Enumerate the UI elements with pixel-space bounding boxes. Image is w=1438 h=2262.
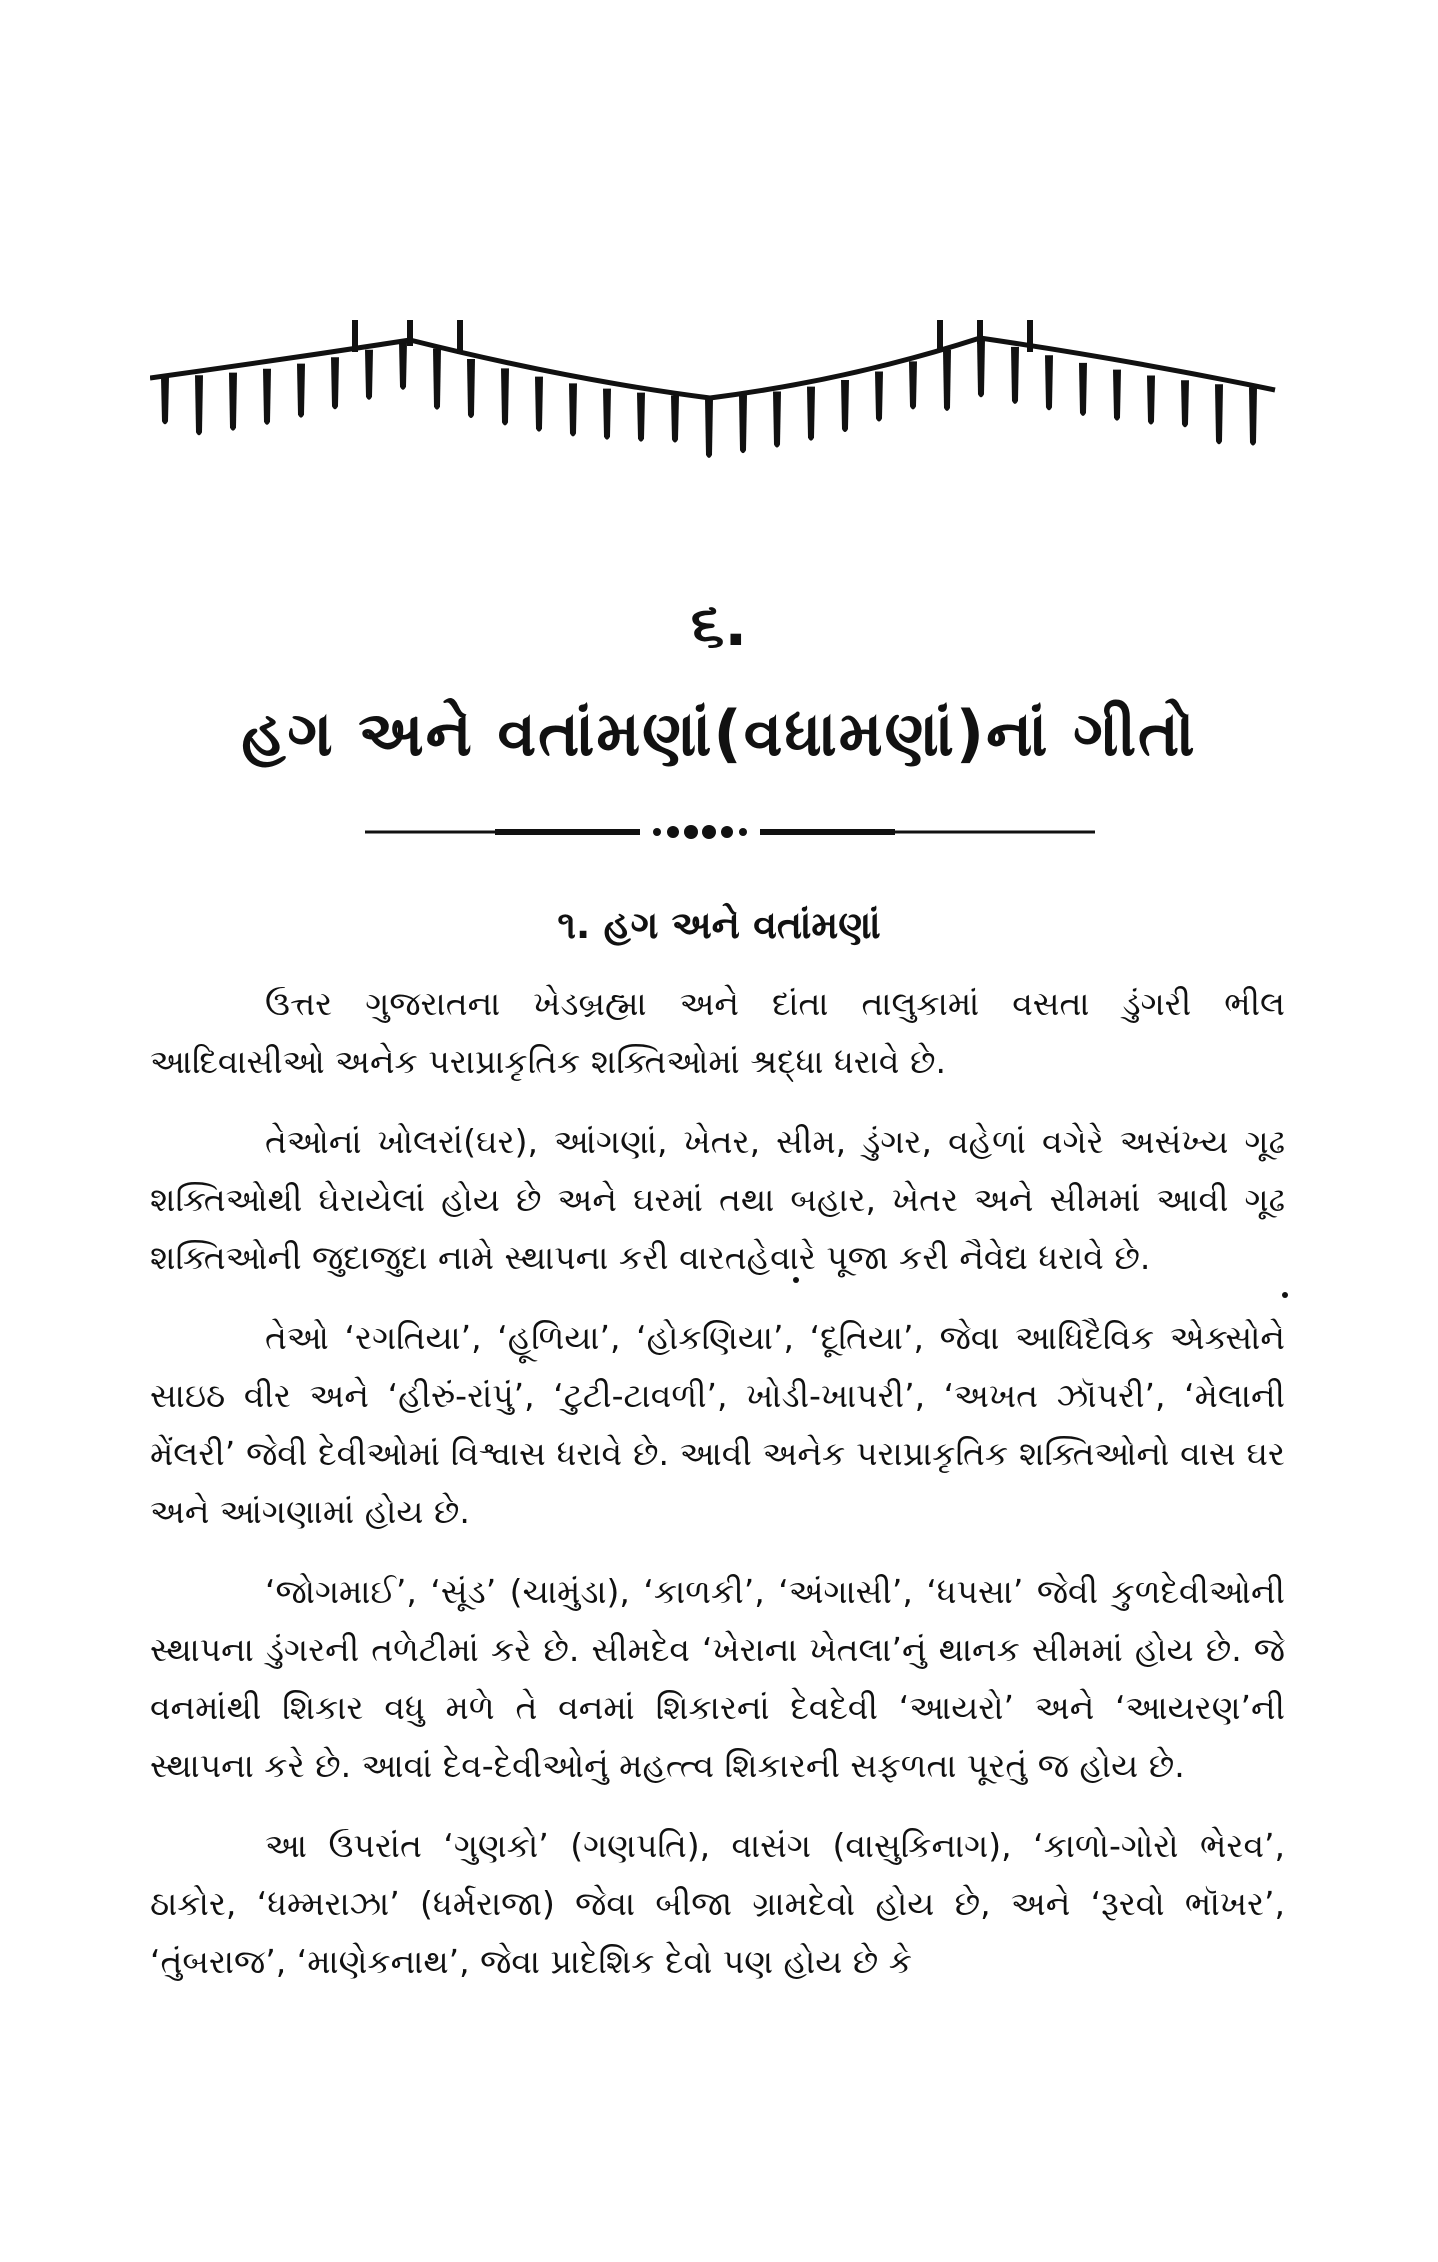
bunting-flag [161,377,169,424]
bunting-flag [535,377,543,432]
bunting-flag [977,338,985,397]
bunting-flag [909,361,917,409]
bunting-flag [739,395,747,453]
bunting-flag [399,342,407,390]
bunting-ornament [150,320,1280,490]
bunting-flag [637,393,645,442]
bunting-flag [195,375,203,435]
bunting-flag [1249,388,1257,446]
bunting-flag [263,369,271,425]
paragraph: આ ઉપરાંત ‘ગુણકો’ (ગણપતિ), વાસંગ (વાસુકિનાગ), ‘કાળો-ગોરો ભેરવ’, ઠાકોર, ‘ધમ્મરાઝા’ (ધર્મરાજા) જેવા બીજા ગ્રામદેવો હોય છે, અને ‘રૂરવો ભૉખર’, ‘તુંબરાજ’, ‘માણેકનાથ’, જેવા પ્રાદેશિક દેવો પણ હોય છે કે [150,1826,1285,1981]
bunting-flag [467,359,475,418]
bunting-flag [671,396,679,443]
bunting-flag [1079,363,1087,416]
chapter-title: હગ અને વતાંમણાં(વધામણાં)નાં ગીતો [241,697,1197,770]
bunting-tassel [457,320,463,354]
bunting-flag [603,389,611,440]
bunting-flag [705,398,713,458]
paragraph: ઉત્તર ગુજરાતના ખેડબ્રહ્મા અને દાંતા તાલુકામાં વસતા ડુંગરી ભીલ આદિવાસીઓ અનેક પરાપ્રાકૃતિક શક્તિઓમાં શ્રદ્ધા ધરાવે છે. [150,984,1285,1081]
bunting-flag [875,372,883,422]
section-heading: ૧. હગ અને વતાંમણાં [557,903,881,947]
bunting-flag [365,350,373,400]
bunting-flag [1113,370,1121,421]
bunting-flag [331,357,339,409]
ornamental-divider [365,820,1095,844]
bunting-flag [807,387,815,441]
bunting-flag [1045,355,1053,410]
bunting-flag [501,368,509,425]
chapter-number: ૬. [690,590,748,660]
bunting-tassel [937,320,943,350]
bunting-flag [1181,380,1189,427]
bunting-flag [1147,375,1155,424]
bunting-flag [297,364,305,418]
bunting-flag [943,350,951,411]
ink-speck [1282,1292,1288,1298]
bunting-flag [229,373,237,431]
bunting-flag [1011,347,1019,404]
bunting-string [150,338,1275,398]
bunting-flag [433,349,441,410]
bunting-flag [569,383,577,436]
bunting-flag [1215,384,1223,444]
bunting-flag [773,392,781,448]
paragraph: તેઓ ‘રગતિયા’, ‘હૂળિયા’, ‘હોકણિયા’, ‘દૂતિયા’, જેવા આધિદૈવિક એક્સોને સાઇઠ વીર અને ‘હીરું-રાંપું’, ‘ટુટી-ટાવળી’, ખોડી-ખાપરી’, ‘અખત ઝૉપરી’, ‘મેલાની મેંલરી’ જેવી દેવીઓમાં વિશ્વાસ ધરાવે છે. આવી અનેક પરાપ્રાકૃતિક શક્તિઓનો વાસ ઘર અને આંગણામાં હોય છે. [150,1318,1285,1531]
bunting-flag [841,380,849,432]
paragraph: ‘જોગમાઈ’, ‘સૂંડ’ (ચામુંડા), ‘કાળકી’, ‘અંગાસી’, ‘ધપસા’ જેવી કુળદેવીઓની સ્થાપના ડુંગરની તળેટીમાં કરે છે. સીમદેવ ‘ખેરાના ખેતલા’નું થાનક સીમમાં હોય છે. જે વનમાંથી શિકાર વધુ મળે તે વનમાં શિકારનાં દેવદેવી ‘આયરો’ અને ‘આયરણ’ની સ્થાપના કરે છે. આવાં દેવ-દેવીઓનું મહત્ત્વ શિકારની સફળતા પૂરતું જ હોય છે. [150,1572,1285,1785]
body-text [150,975,1285,2013]
paragraph: તેઓનાં ખોલરાં(ઘર), આંગણાં, ખેતર, સીમ, ડુંગર, વહેળાં વગેરે અસંખ્ય ગૂઢ શક્તિઓથી ઘેરાયેલાં હોય છે અને ઘરમાં તથા બહાર, ખેતર અને સીમમાં આવી ગૂઢ શક્તિઓની જુદાજુદા નામે સ્થાપના કરી વારતહેવારે પૂજા કરી નૈવેદ્ય ધરાવે છે. [150,1122,1285,1277]
ink-speck [793,1277,799,1283]
